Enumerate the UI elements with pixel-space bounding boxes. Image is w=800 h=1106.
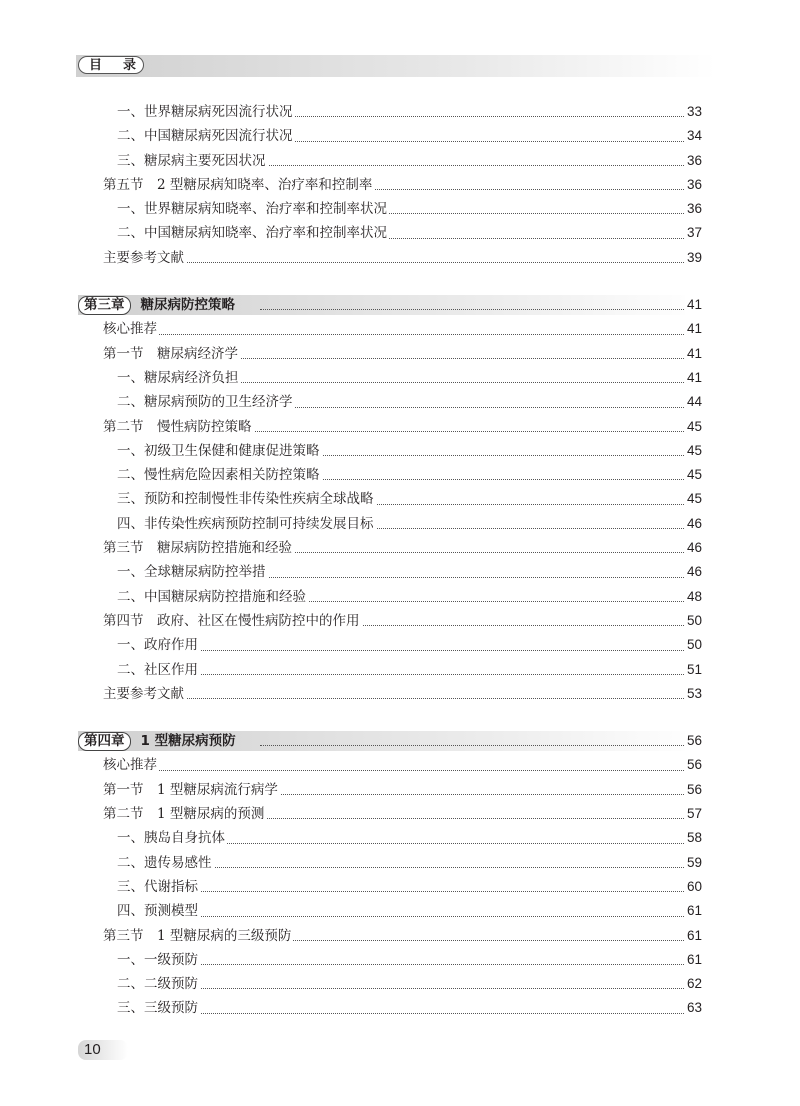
toc-entry-page-number[interactable]: 46	[685, 512, 702, 536]
toc-entry-title[interactable]: 二、糖尿病预防的卫生经济学	[117, 390, 295, 414]
toc-entry-title[interactable]: 二、遗传易感性	[117, 851, 214, 875]
toc-entry-title[interactable]: 第三节 1 型糖尿病的三级预防	[103, 924, 293, 948]
dot-leader	[260, 285, 702, 310]
chapter-title	[78, 293, 237, 317]
toc-entry-page-number[interactable]: 58	[685, 826, 702, 850]
toc-entry-page-number[interactable]: 61	[685, 924, 702, 948]
chapter-title	[78, 729, 238, 753]
toc-entry[interactable]	[0, 246, 800, 270]
dot-leader	[117, 650, 702, 675]
toc-entry-title[interactable]: 第五节 2 型糖尿病知晓率、治疗率和控制率	[103, 173, 374, 197]
toc-entry-page-number[interactable]: 36	[685, 149, 702, 173]
toc-entry-title[interactable]: 二、中国糖尿病防控措施和经验	[117, 585, 308, 609]
toc-entry-title[interactable]: 主要参考文献	[103, 246, 186, 270]
toc-entry-title[interactable]: 一、世界糖尿病死因流行状况	[117, 100, 295, 124]
chapter-name: 糖尿病防控策略	[140, 297, 235, 314]
toc-entry-title[interactable]: 一、糖尿病经济负担	[117, 366, 241, 390]
toc-entry-title[interactable]: 第二节 慢性病防控策略	[103, 415, 254, 439]
toc-entry-page-number[interactable]: 59	[685, 851, 702, 875]
chapter-label: 第三章	[78, 296, 131, 315]
table-of-contents	[0, 100, 800, 1021]
toc-entry-page-number[interactable]: 57	[685, 802, 702, 826]
header-title	[78, 56, 144, 74]
toc-entry-page-number[interactable]: 45	[685, 487, 702, 511]
header-title-char: 录	[123, 58, 137, 73]
toc-entry[interactable]	[0, 682, 800, 706]
toc-entry-title[interactable]: 第一节 1 型糖尿病流行病学	[103, 778, 280, 802]
toc-entry-page-number[interactable]: 53	[685, 682, 702, 706]
toc-entry-page-number[interactable]: 34	[685, 124, 702, 148]
toc-entry-title[interactable]: 一、世界糖尿病知晓率、治疗率和控制率状况	[117, 197, 389, 221]
toc-entry-title[interactable]: 二、慢性病危险因素相关防控策略	[117, 463, 322, 487]
toc-entry-page-number[interactable]: 41	[685, 317, 702, 341]
toc-entry-title[interactable]: 第四节 政府、社区在慢性病防控中的作用	[103, 609, 362, 633]
toc-entry-page-number[interactable]: 56	[685, 753, 702, 777]
toc-entry-title[interactable]: 一、全球糖尿病防控举措	[117, 560, 268, 584]
toc-entry-page-number[interactable]: 46	[685, 536, 702, 560]
toc-entry-page-number[interactable]: 45	[685, 415, 702, 439]
toc-entry-title[interactable]: 主要参考文献	[103, 682, 186, 706]
toc-entry-title[interactable]: 第一节 糖尿病经济学	[103, 342, 240, 366]
chapter-page-number: 41	[685, 293, 702, 317]
toc-entry-page-number[interactable]: 50	[685, 633, 702, 657]
toc-entry-page-number[interactable]: 63	[685, 996, 702, 1020]
toc-entry-title[interactable]: 三、三级预防	[117, 996, 200, 1020]
dot-leader	[117, 891, 702, 916]
toc-entry-title[interactable]: 三、代谢指标	[117, 875, 200, 899]
toc-entry[interactable]	[0, 996, 800, 1020]
toc-entry-title[interactable]: 核心推荐	[103, 317, 159, 341]
toc-entry-page-number[interactable]: 33	[685, 100, 702, 124]
toc-entry-page-number[interactable]: 36	[685, 173, 702, 197]
toc-entry-title[interactable]: 三、预防和控制慢性非传染性疾病全球战略	[117, 487, 376, 511]
toc-entry-title[interactable]: 一、胰岛自身抗体	[117, 826, 227, 850]
page-number: 10	[78, 1040, 128, 1060]
toc-entry-page-number[interactable]: 39	[685, 246, 702, 270]
toc-entry-title[interactable]: 四、预测模型	[117, 899, 200, 923]
toc-entry-title[interactable]: 一、政府作用	[117, 633, 200, 657]
toc-entry-page-number[interactable]: 56	[685, 778, 702, 802]
toc-entry-title[interactable]: 二、二级预防	[117, 972, 200, 996]
toc-entry-title[interactable]: 核心推荐	[103, 753, 159, 777]
toc-entry-title[interactable]: 一、初级卫生保健和健康促进策略	[117, 439, 322, 463]
header-bar	[76, 55, 716, 77]
toc-entry-title[interactable]: 三、糖尿病主要死因状况	[117, 149, 268, 173]
toc-entry-page-number[interactable]: 62	[685, 972, 702, 996]
toc-entry-page-number[interactable]: 61	[685, 948, 702, 972]
toc-entry-title[interactable]: 二、中国糖尿病死因流行状况	[117, 124, 295, 148]
dot-leader	[260, 721, 702, 746]
toc-entry-page-number[interactable]: 61	[685, 899, 702, 923]
header-title-char: 目	[89, 58, 103, 73]
toc-entry-page-number[interactable]: 45	[685, 439, 702, 463]
toc-entry-page-number[interactable]: 41	[685, 342, 702, 366]
toc-entry-title[interactable]: 第三节 糖尿病防控措施和经验	[103, 536, 294, 560]
dot-leader	[117, 988, 702, 1013]
dot-leader	[117, 964, 702, 989]
chapter-page-number: 56	[685, 729, 702, 753]
toc-entry-page-number[interactable]: 41	[685, 366, 702, 390]
toc-entry-page-number[interactable]: 44	[685, 390, 702, 414]
toc-entry-title[interactable]: 一、一级预防	[117, 948, 200, 972]
toc-entry-title[interactable]: 二、中国糖尿病知晓率、治疗率和控制率状况	[117, 221, 389, 245]
toc-entry-title[interactable]: 二、社区作用	[117, 658, 200, 682]
toc-entry-page-number[interactable]: 46	[685, 560, 702, 584]
toc-entry-page-number[interactable]: 51	[685, 658, 702, 682]
toc-entry-page-number[interactable]: 36	[685, 197, 702, 221]
toc-entry-page-number[interactable]: 37	[685, 221, 702, 245]
toc-entry-page-number[interactable]: 50	[685, 609, 702, 633]
chapter-name: 1 型糖尿病预防	[140, 733, 236, 750]
toc-entry-page-number[interactable]: 48	[685, 585, 702, 609]
toc-entry-page-number[interactable]: 45	[685, 463, 702, 487]
toc-entry-page-number[interactable]: 60	[685, 875, 702, 899]
toc-entry-title[interactable]: 第二节 1 型糖尿病的预测	[103, 802, 266, 826]
chapter-label: 第四章	[78, 732, 131, 751]
toc-entry-title[interactable]: 四、非传染性疾病预防控制可持续发展目标	[117, 512, 376, 536]
